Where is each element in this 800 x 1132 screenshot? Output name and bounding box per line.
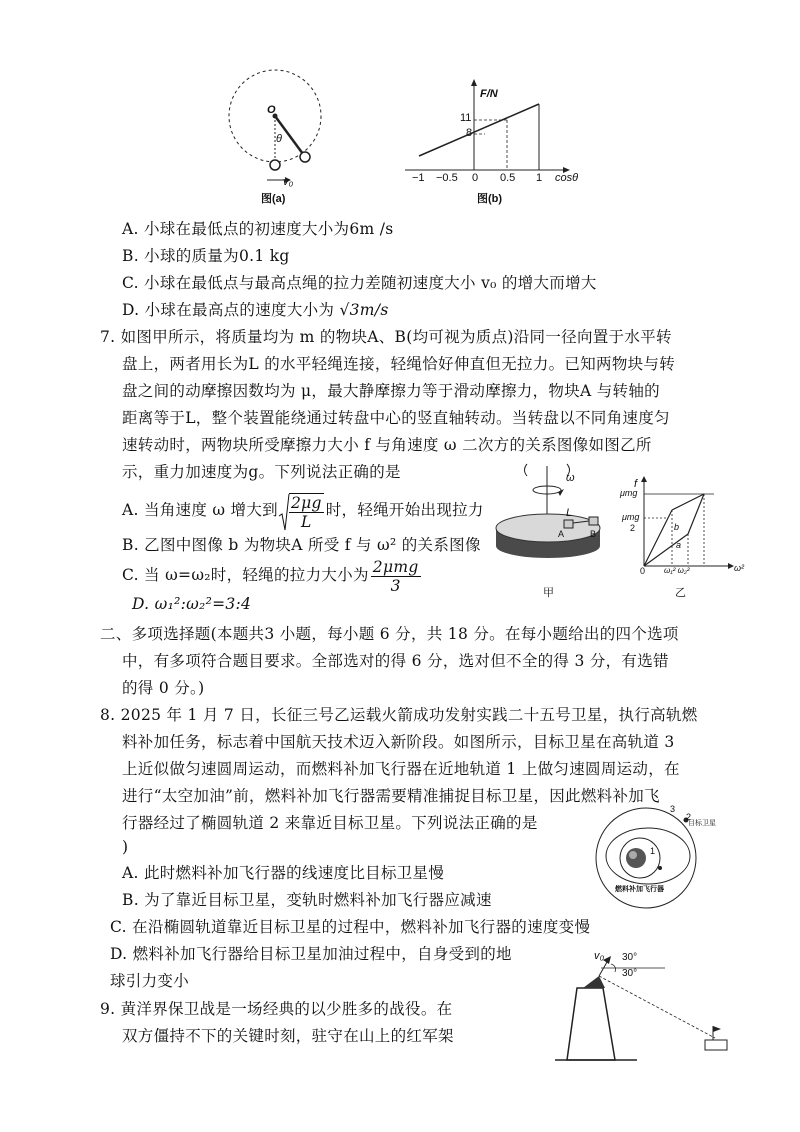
tick-0: 0 (472, 172, 479, 184)
q8-line-4: 进行“太空加油”前，燃料补加飞行器需要精准捕捉目标卫星，因此燃料补加飞 (122, 787, 660, 805)
q7-line-5: 速转动时，两物块所受摩擦力大小 f 与角速度 ω 二次方的关系图像如图乙所 (122, 436, 652, 454)
q7-c-numerator: 2μmg (372, 557, 419, 576)
caption-yi: 乙 (675, 587, 686, 599)
angle-label-2: 30° (622, 968, 638, 979)
label-umg-half: μmg (622, 512, 640, 522)
label-q9-v0: v₀ (594, 950, 605, 962)
label-L: L (566, 507, 573, 519)
label-f: f (634, 478, 638, 490)
q8-option-a: A. 此时燃料补加飞行器的线速度比目标卫星慢 (122, 864, 445, 882)
q7-line-3: 盘之间的动摩擦因数均为 μ，最大静摩擦力等于滑动摩擦力，物块A 与转轴的 (122, 382, 660, 400)
label-umg: μmg (620, 488, 638, 498)
q7-line-2: 盘上，两者用长为L 的水平轻绳连接，轻绳恰好伸直但无拉力。已知两物块与转 (122, 355, 676, 373)
ball-bottom (270, 160, 280, 170)
q6-option-d (122, 299, 389, 321)
q7-c-denominator: 3 (390, 576, 401, 595)
label-half-denominator: 2 (630, 523, 636, 533)
orbit-label-2: 2 (686, 812, 692, 822)
q9-line-2: 双方僵持不下的关键时刻，驻守在山上的红军架 (122, 1027, 454, 1045)
q8-line-5: 行器经过了椭圆轨道 2 来靠近目标卫星。下列说法正确的是 (122, 814, 538, 832)
label-block-a: A (558, 529, 565, 539)
q7-option-a-text-2: 时，轻绳开始出现拉力 (325, 501, 484, 519)
tick-m1: −1 (412, 172, 425, 184)
q8-line-1: 8. 2025 年 1 月 7 日，长征三号乙运载火箭成功发射实践二十五号卫星，执行高轨燃 (100, 706, 698, 724)
q7-a-numerator: 2μg (290, 494, 322, 512)
target-satellite-label: 目标卫星 (688, 820, 716, 827)
q7-line-4: 距离等于L，整个装置能绕通过转盘中心的竖直轴转动。当转盘以不同角速度匀 (122, 409, 670, 427)
label-theta: θ (276, 133, 282, 145)
label-w12: ω₁² ω₂² (664, 566, 690, 575)
tick-11: 11 (460, 112, 472, 124)
tick-8: 8 (466, 127, 473, 139)
q6-option-d-value: √3m/s (339, 301, 389, 319)
label-omega: ω (566, 472, 575, 484)
q8-line-3: 上近似做匀速圆周运动，而燃料补加飞行器在近地轨道 1 上做匀速圆周运动，在 (122, 760, 680, 778)
label-v0: v₀ (283, 176, 294, 188)
q6-option-c: C. 小球在最低点与最高点绳的拉力差随初速度大小 v₀ 的增大而增大 (122, 274, 597, 292)
q6-option-b: B. 小球的质量为0.1 kg (122, 247, 290, 265)
tick-m05: −0.5 (436, 172, 458, 184)
q7-option-d: D. ω₁²:ω₂²=3:4 (132, 595, 252, 613)
orbit-label-3: 3 (670, 804, 676, 814)
label-w2: ω² (734, 563, 745, 573)
q7-line-6: 示，重力加速度为g。下列说法正确的是 (122, 463, 401, 481)
q6-option-d-text: D. 小球在最高点的速度大小为 (122, 301, 340, 319)
sqrt-expression (278, 489, 326, 533)
tick-05: 0.5 (500, 172, 516, 184)
q6-option-a: A. 小球在最低点的初速度大小为6m /s (122, 220, 394, 238)
q7-option-a (122, 488, 484, 532)
figure-q9 (545, 948, 775, 1068)
q7-option-a-text: A. 当角速度 ω 增大到 (122, 501, 278, 519)
q8-option-d-2: 球引力变小 (110, 972, 190, 990)
q8-line-2: 料补加任务，标志着中国航天技术迈入新阶段。如图所示，目标卫星在高轨道 3 (122, 733, 675, 751)
section2-line-2: 中，有多项符合题目要求。全部选对的得 6 分，选对但不全的得 3 分，有选错 (122, 652, 669, 670)
label-costheta: cosθ (555, 172, 579, 184)
tick-1: 1 (536, 172, 543, 184)
label-F: F/N (480, 88, 498, 100)
q7-option-c-text: C. 当 ω=ω₂时，轻绳的拉力大小为 (122, 566, 369, 584)
q8-option-b: B. 为了靠近目标卫星，变轨时燃料补加飞行器应减速 (122, 891, 492, 909)
q7-option-c (122, 553, 423, 597)
label-line-b: b (674, 522, 680, 532)
label-O: O (267, 104, 276, 116)
label-origin: 0 (640, 566, 646, 576)
ball (300, 152, 310, 162)
caption-fig-a: 图(a) (261, 193, 286, 205)
angle-label-1: 30° (622, 952, 638, 963)
q8-option-d-1: D. 燃料补加飞行器给目标卫星加油过程中，自身受到的地 (110, 945, 512, 963)
q7-a-denominator: L (301, 513, 312, 531)
fuel-vehicle-label: 燃料补加飞行器 (615, 886, 664, 893)
q7-option-b: B. 乙图中图像 b 为物块A 所受 f 与 ω² 的关系图像 (122, 536, 481, 554)
q7-line-1: 7. 如图甲所示，将质量均为 m 的物块A、B(均可视为质点)沿同一径向置于水平转 (100, 328, 672, 346)
section2-line-3: 的得 0 分。) (122, 679, 205, 697)
caption-fig-b: 图(b) (477, 193, 503, 205)
caption-jia: 甲 (543, 587, 554, 599)
q9-line-1: 9. 黄洋界保卫战是一场经典的以少胜多的战役。在 (100, 1000, 453, 1018)
graph-line (419, 104, 539, 156)
orbit-label-1: 1 (650, 846, 656, 856)
section2-line-1: 二、多项选择题(本题共3 小题，每小题 6 分，共 18 分。在每小题给出的四个选项 (100, 625, 679, 643)
label-block-b: B (590, 529, 597, 539)
q8-line-6: ) (122, 838, 129, 856)
label-line-a: a (676, 540, 682, 550)
q8-option-c: C. 在沿椭圆轨道靠近目标卫星的过程中，燃料补加飞行器的速度变慢 (110, 918, 591, 936)
